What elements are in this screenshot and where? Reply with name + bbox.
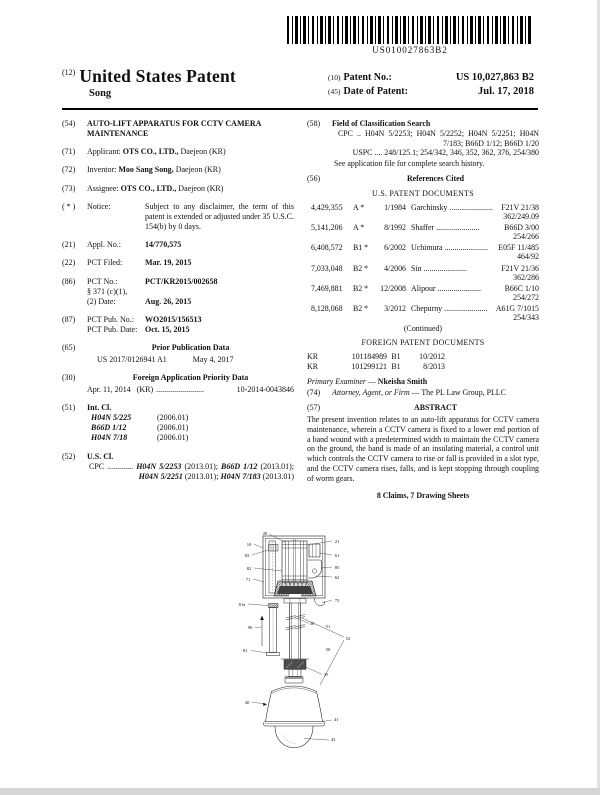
notice-block [87,202,294,232]
citation-dots: ...................... [444,304,488,314]
cpc-year: (2013.01); [182,471,221,481]
int-cl-heading: Int. Cl. [87,402,112,412]
barcode-block [287,16,533,55]
abstract-heading: ABSTRACT [414,403,457,413]
foreign-country: KR [307,361,318,371]
citation-row [311,304,539,322]
section-number: (72) [62,165,76,175]
fig-label-30: 30 [309,621,315,626]
citation-name: Uchimura [411,243,443,253]
citation-row [311,203,539,221]
us-citation-list [307,203,539,323]
patent-figure-drawing [185,528,415,760]
citation-row [311,284,539,302]
citation-name: Garchinsky [411,202,448,212]
section-number: ( * ) [62,201,76,211]
section-number: (87) [62,315,76,325]
inventor-label: Inventor: [87,165,117,175]
pct-no-block [87,277,294,307]
patent-header-left [62,66,236,99]
patent-date-label: Date of Patent: [343,86,408,97]
prior-pub-heading: Prior Publication Data [151,343,230,353]
fig-label-43: 43 [330,737,336,742]
citation-main-line [311,304,539,313]
citation-date: 4/2006 [384,263,406,273]
assignee-name: OTS CO., LTD., [120,183,177,193]
citation-main-line [311,203,539,212]
pct-pub-no-label: PCT Pub. No.: [87,315,134,325]
section-21-appl-no [62,240,294,250]
citation-number: 4,429,355 [311,202,343,212]
citation-kind: B2 * [353,304,369,314]
fig-label-21: 21 [334,539,340,544]
date-371-line [87,297,294,307]
section-number: (71) [62,147,76,157]
scan-edge-bottom [0,788,600,795]
us-cl-cpc-line [87,462,294,482]
notice-label: Notice: [87,201,111,211]
citation-row [311,264,539,282]
section-number: (56) [307,173,321,183]
foreign-date: 8/2013 [423,361,445,371]
cpc-code: H04N 5/2253 [136,461,182,471]
citation-main-line [311,243,539,252]
fig-label-85: 85 [334,565,340,570]
fig-label-10: 10 [246,542,252,547]
citation-class: B66D 3/00 [504,222,539,232]
citation-dots: ...................... [423,263,467,273]
applicant-line [87,147,294,157]
citation-main-line [311,284,539,293]
patent-number-label: Patent No.: [343,72,392,83]
citation-name: Alipour [411,283,436,293]
cpc-dots: ............. [107,461,137,471]
section-number: (54) [62,119,76,128]
section-number: (51) [62,402,76,412]
section-86-pct-no [62,277,294,307]
int-cl-code: H04N 5/225 [91,413,132,423]
int-cl-item [87,413,294,423]
citation-date: 3/2012 [384,304,406,314]
search-cpc-text: CPC .. H04N 5/2253; H04N 5/2252; H04N 5/2251; H04N 7/183; B66D 1/12; B66D 1/20 [338,128,539,148]
foreign-country: KR [307,352,318,362]
date-371-value: Aug. 26, 2015 [145,296,192,306]
pct-pub-date-label: PCT Pub. Date: [87,325,138,335]
pct-no-line [87,277,294,287]
foreign-priority-block [87,373,294,395]
search-note: See application file for complete search history. [334,159,485,169]
assignee-line [87,184,294,194]
citation-subclass: 254/272 [513,292,539,302]
citation-name: Chepurny [411,304,443,314]
abstract-text: The present invention relates to an auto-lift apparatus for CCTV camera maintenance, wherein a CCTV camera is fixed to a lower end portion of a band wound with a predetermined width to maintain the CCTV camera on the ground, the band is made of an insulating material, a control unit which controls the CCTV camera to rise or fall is provided in a slot type, and the CCTV camera rises, falls, and is kept stopping through coupling of worm gears. [307,415,539,483]
citation-dots: ...................... [449,202,493,212]
citation-class: F21V 21/38 [501,202,539,212]
section-58-field-of-search [307,119,539,169]
cpc-code: H04N 7/183 [220,471,261,481]
fig-label-52: 52 [345,636,351,641]
fig-label-50: 50 [325,647,331,652]
citation-class: B66C 1/10 [504,283,539,293]
pct-pub-no-line [87,315,294,325]
priority-country: (KR) [136,384,154,394]
header-divider [62,108,538,110]
int-cl-year: (2006.01) [157,433,189,443]
cpc-year: (2013.01); [257,461,294,471]
search-uspc-text: USPC .... 248/125.1; 254/342, 346, 352, 362, 376, 254/380 [352,148,539,158]
foreign-citation-row [307,352,445,362]
citation-dots: ...................... [437,283,481,293]
pct-pub-no-value: WO2015/156513 [145,315,202,325]
fig-label-20: 20 [262,531,268,536]
citation-number: 8,128,068 [311,304,343,314]
citation-number: 5,141,206 [311,222,343,232]
citation-class: A61G 7/1015 [495,304,539,314]
foreign-patent-documents-heading: FOREIGN PATENT DOCUMENTS [361,338,485,348]
priority-date: Apr. 11, 2014 [87,384,131,394]
fig-label-41: 41 [333,717,339,722]
citation-kind: A * [353,202,365,212]
foreign-citation-row [307,361,445,372]
pct-no-label: PCT No.: [87,276,118,286]
pct-filed-value: Mar. 19, 2015 [145,258,192,268]
us-patent-documents-heading: U.S. PATENT DOCUMENTS [372,188,474,198]
section-71-applicant [62,147,294,157]
prior-pub-date: May 4, 2017 [192,354,234,364]
section-number: (65) [62,343,76,353]
int-cl-code: B66D 1/12 [91,423,127,433]
patent-number-value: US 10,027,863 B2 [455,72,534,83]
section-number: (30) [62,372,76,382]
citation-number: 6,408,572 [311,243,343,253]
pct-filed-line [87,258,294,268]
inventor-location: Daejeon (KR) [175,165,221,175]
int-cl-code: H04N 7/18 [91,433,128,443]
applicant-label: Applicant: [87,147,121,157]
references-heading: References Cited [406,173,465,183]
primary-examiner-label: Primary Examiner [307,376,366,386]
citation-subclass: 464/92 [517,252,539,262]
barcode-text: US010027863B2 [372,45,448,55]
citation-number: 7,033,048 [311,263,343,273]
foreign-date: 10/2012 [419,352,445,362]
citation-date: 8/1992 [384,222,406,232]
citation-class: E05F 11/485 [498,243,539,253]
citation-dots: ...................... [444,243,488,253]
inventor-name: Moo Sang Song, [118,165,174,175]
citation-subclass: 254/343 [513,313,539,323]
int-cl-year: (2006.01) [157,413,189,423]
section-73-assignee [62,184,294,194]
section-number: (86) [62,276,76,286]
citation-kind: A * [353,222,365,232]
foreign-priority-heading: Foreign Application Priority Data [132,372,249,382]
patent-date-value: Jul. 17, 2018 [477,86,534,97]
section-number: (21) [62,240,76,250]
field-of-search-block [332,119,539,169]
foreign-kind: B1 [391,352,401,362]
barcode [287,16,533,44]
figure-reference-numerals [239,531,351,742]
primary-examiner-name: Nkeisha Smith [377,376,428,386]
citation-date: 12/2008 [380,283,406,293]
cpc-code: H04N 5/2251 [138,471,183,481]
section-number: (57) [307,403,321,413]
attorney-line [332,388,539,398]
claims-drawing-sheets-line: 8 Claims, 7 Drawing Sheets [376,490,470,500]
citation-main-line [311,223,539,232]
citation-row [311,243,539,261]
cpc-year: (2013.01) [260,471,294,481]
int-cl-block [87,403,294,444]
citation-subclass: 254/266 [513,232,539,242]
foreign-priority-entry [87,385,294,395]
fig-label-35: 35 [323,672,329,677]
notice-text: Subject to any disclaimer, the term of this patent is extended or adjusted under 35 U.S.C. 154(b) by 0 days. [145,201,294,232]
fig-label-82: 82 [246,566,252,571]
section-number: (73) [62,183,76,193]
section-72-inventor [62,165,294,175]
us-cl-heading: U.S. Cl. [87,451,114,461]
section-87-pct-pub [62,315,294,335]
inventor-surname: Song [89,88,112,99]
prior-pub-entry [87,355,294,365]
applicant-location: Daejeon (KR) [180,147,226,157]
int-cl-year: (2006.01) [157,423,189,433]
citation-number: 7,469,881 [311,283,343,293]
citation-subclass: 362/286 [513,272,539,282]
section-65-prior-pub [62,343,294,364]
citation-class: F21V 21/36 [501,263,539,273]
field-of-search-heading: Field of Classification Search [332,119,431,128]
priority-dots: ........................ [156,384,205,394]
citation-name: Shaffer [411,222,435,232]
pct-pub-block [87,315,294,335]
appl-no-value: 14/770,575 [145,240,182,250]
patent-title-line [62,66,236,87]
field-45-number: (45) [328,87,341,96]
field-12-number: (12) [62,68,76,77]
pct-no-value: PCT/KR2015/002658 [145,276,218,286]
primary-examiner-line [307,377,539,387]
fig-label-83: 83 [244,553,250,558]
section-371-line: § 371 (c)(1), [87,286,128,296]
cpc-year: (2013.01); [181,461,222,471]
prior-pub-number: US 2017/0126941 A1 [97,354,167,364]
assignee-label: Assignee: [87,183,119,193]
prior-pub-block [87,343,294,364]
section-56-references [307,174,539,184]
citation-date: 6/2002 [384,243,406,253]
applicant-name: OTS CO., LTD., [122,147,179,157]
int-cl-item [87,433,294,443]
pct-filed-label: PCT Filed: [87,258,123,268]
continued-note: (Continued) [403,324,443,334]
patent-date-row [328,86,534,97]
citation-date: 1/1984 [384,202,406,212]
section-number: (74) [307,388,321,398]
invention-title: AUTO-LIFT APPARATUS FOR CCTV CAMERA MAINTENANCE [87,119,261,139]
int-cl-item [87,423,294,433]
fig-label-73: 73 [334,598,340,603]
citation-subclass: 362/249.09 [503,211,539,221]
section-30-foreign-priority [62,373,294,395]
section-57-abstract [307,403,539,413]
field-10-number: (10) [328,73,341,82]
left-column [62,119,294,500]
appl-no-label: Appl. No.: [87,240,121,250]
section-54-title [62,119,294,139]
citation-dots: ...................... [436,222,480,232]
fig-label-81: 81 [242,648,248,653]
citation-main-line [311,264,539,273]
section-51-int-cl [62,403,294,444]
fig-label-40: 40 [244,700,250,705]
section-number: (52) [62,451,76,461]
fig-label-62: 62 [334,575,340,580]
fig-label-61: 61 [334,553,340,558]
patent-header-right [328,72,534,100]
fig-label-90: 90 [247,625,253,630]
inventor-line [87,165,294,175]
foreign-number: 101184989 [351,352,387,362]
citation-kind: B2 * [353,263,369,273]
appl-no-line [87,240,294,250]
patent-number-row [328,72,534,83]
foreign-kind: B1 [391,361,401,371]
fig-label-81a: 81a [238,602,246,607]
date-371-label: (2) Date: [87,296,116,306]
section-22-pct-filed [62,258,294,268]
attorney-label: Attorney, Agent, or Firm [332,388,410,398]
citation-kind: B1 * [353,243,369,253]
section-52-us-cl [62,452,294,482]
foreign-citation-list [307,352,445,372]
fig-label-51: 51 [325,624,331,629]
two-column-body [62,119,540,500]
foreign-number: 101299121 [351,361,387,371]
cpc-code: B66D 1/12 [221,461,258,471]
examiner-dash: — [365,376,378,386]
priority-number: 10-2014-0043846 [236,384,294,394]
us-cl-block [87,452,294,482]
fig-label-71: 71 [245,577,251,582]
right-column [307,119,539,500]
cpc-label: CPC [89,461,108,471]
section-74-attorney [307,388,539,398]
attorney-firm: — The PL Law Group, PLLC [409,388,506,398]
citation-row [311,223,539,241]
page-title: United States Patent [79,66,236,86]
citation-kind: B2 * [353,283,369,293]
section-number: (22) [62,258,76,268]
citation-name: Sin [411,263,422,273]
section-number: (58) [307,119,321,128]
assignee-location: Daejeon (KR) [178,183,224,193]
pct-pub-date-line [87,325,294,335]
pct-pub-date-value: Oct. 15, 2015 [145,325,190,335]
section-notice [62,202,294,232]
